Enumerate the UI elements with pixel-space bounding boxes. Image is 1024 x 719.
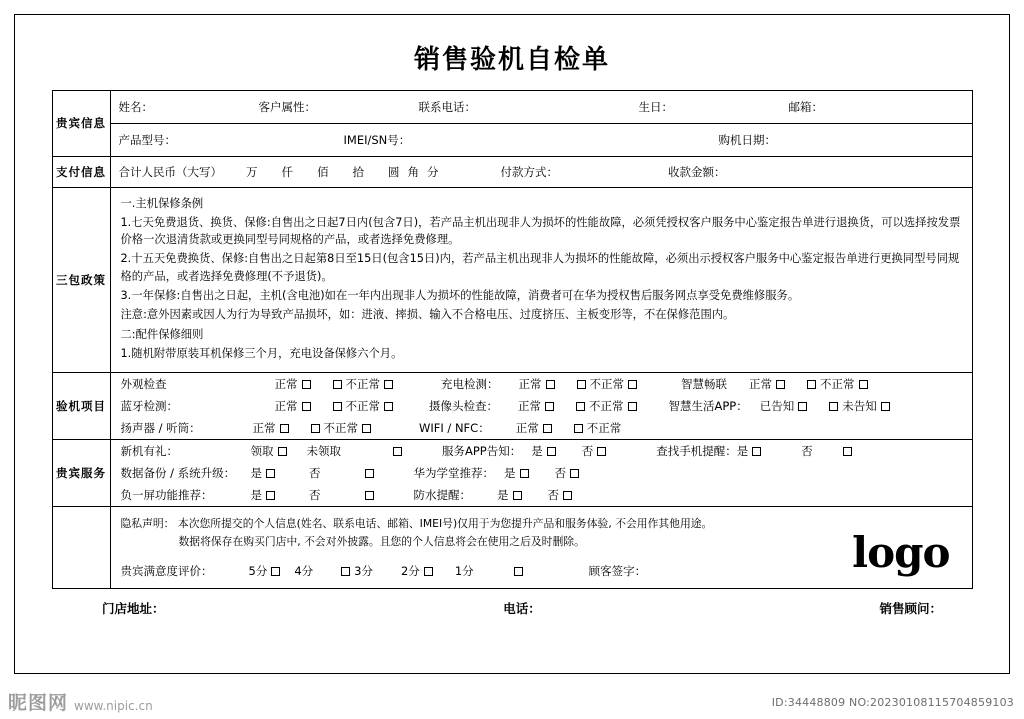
privacy-spacer-cell — [52, 507, 110, 589]
page-title: 销售验机自检单 — [413, 45, 610, 75]
checkbox-rating-1[interactable] — [514, 567, 523, 576]
table-row — [52, 440, 972, 507]
policy-heading-2: 二:配件保修细则 — [120, 328, 204, 342]
service-opt-findphone-no: 否 — [801, 444, 813, 459]
inspection-label-speaker: 扬声器 / 听筒： — [120, 421, 201, 436]
unit-qian: 仟 — [281, 165, 293, 179]
checkbox-charging-normal[interactable] — [546, 380, 555, 389]
service-opt-waterproof-no: 否 — [547, 488, 559, 503]
service-opt-negscreen-no: 否 — [309, 488, 321, 503]
field-label-purchase-date: 购机日期： — [718, 133, 776, 147]
inspection-row-2 — [111, 395, 972, 417]
checkbox-findphone-no[interactable] — [843, 447, 852, 456]
checkbox-camera-extra[interactable] — [628, 402, 637, 411]
privacy-cell — [110, 507, 972, 589]
checkbox-serviceapp-yes[interactable] — [547, 447, 556, 456]
table-row — [52, 91, 972, 124]
amount-in-words-label: 合计人民币（大写） — [118, 165, 222, 179]
table-row — [52, 373, 972, 440]
footer-phone-label: 电话： — [503, 601, 541, 617]
service-label-backup-upgrade: 数据备份 / 系统升级： — [120, 466, 236, 481]
service-label-negative-one-screen: 负一屏功能推荐： — [120, 488, 213, 503]
inspection-opt-smartlink-abnormal: 不正常 — [820, 377, 855, 392]
inspection-opt-wifi-normal: 正常 — [515, 421, 539, 436]
checkbox-charging-extra[interactable] — [628, 380, 637, 389]
table-row — [52, 124, 972, 157]
unit-yuan: 圆 — [388, 165, 400, 179]
vip-service-row-2 — [111, 462, 972, 484]
section-label-inspection: 验机项目 — [52, 373, 110, 440]
checkbox-wifi-abnormal[interactable] — [574, 424, 583, 433]
watermark-brand — [8, 694, 153, 713]
policy-item-1: 1.七天免费退货、换货、保修:自售出之日起7日内(包含7日)，若产品主机出现非人为损坏的性能故障，必须凭授权客户服务中心鉴定报告单进行退换货，可以选择按发票价格一次退清货款或更换同型号同规格的产品，或者选择免费修理。 — [120, 216, 961, 247]
inspection-label-smartlife-app: 智慧生活APP： — [668, 399, 748, 414]
inspection-opt-charging-normal: 正常 — [518, 377, 542, 392]
checkbox-backup-no[interactable] — [365, 469, 374, 478]
service-opt-gift-not-received: 未领取 — [306, 444, 341, 459]
vip-service-row-3 — [111, 484, 972, 506]
rating-opt-2: 2分 — [400, 563, 420, 578]
rating-label: 贵宾满意度评价： — [120, 563, 213, 578]
checkbox-appearance-extra[interactable] — [384, 380, 393, 389]
service-label-huawei-class: 华为学堂推荐： — [413, 466, 494, 481]
checkbox-smartlife-not-informed[interactable] — [829, 402, 838, 411]
vip-info-row2 — [110, 124, 972, 157]
policy-item-2: 2.十五天免费换货、保修:自售出之日起第8日至15日(包含15日)内，若产品主机出现非人为损坏的性能故障，必须出示授权客户服务中心鉴定报告单进行更换同型号同规格的产品，或者选择免费修理(不予退货)。 — [120, 252, 960, 283]
checkbox-class-no[interactable] — [570, 469, 579, 478]
checkbox-speaker-normal[interactable] — [280, 424, 289, 433]
field-label-birthday: 生日： — [638, 100, 673, 114]
inspection-opt-camera-normal: 正常 — [518, 399, 541, 414]
checkbox-backup-yes[interactable] — [266, 469, 275, 478]
checkbox-appearance-normal[interactable] — [302, 380, 311, 389]
form-footer — [52, 589, 972, 617]
inspection-opt-smartlife-not-informed: 未告知 — [842, 399, 877, 414]
checkbox-class-yes[interactable] — [520, 469, 529, 478]
inspection-label-wifi-nfc: WIFI / NFC： — [419, 421, 490, 436]
checkbox-speaker-abnormal[interactable] — [311, 424, 320, 433]
inspection-opt-smartlink-normal: 正常 — [749, 377, 772, 392]
field-label-name: 姓名： — [118, 100, 153, 114]
inspection-opt-appearance-abnormal: 不正常 — [345, 377, 380, 392]
payment-method-label: 付款方式： — [500, 165, 558, 179]
service-opt-waterproof-yes: 是 — [497, 488, 509, 503]
service-label-service-app: 服务APP告知： — [442, 444, 522, 459]
service-label-find-phone: 查找手机提醒： — [656, 444, 737, 459]
checkbox-smartlink-extra[interactable] — [859, 380, 868, 389]
checkbox-smartlink-normal[interactable] — [776, 380, 785, 389]
policy-cell — [110, 188, 972, 373]
table-row — [52, 188, 972, 373]
watermark-id: ID:34448809 NO:20230108115704859103 — [771, 696, 1014, 709]
received-amount-label: 收款金额： — [668, 165, 726, 179]
checkbox-rating-2[interactable] — [424, 567, 433, 576]
section-label-vip-service: 贵宾服务 — [52, 440, 110, 507]
vip-info-row1 — [110, 91, 972, 124]
service-opt-serviceapp-no: 否 — [581, 444, 594, 459]
vip-service-cell — [110, 440, 972, 507]
service-opt-gift-received: 领取 — [250, 444, 274, 459]
inspection-cell — [110, 373, 972, 440]
service-opt-serviceapp-yes: 是 — [531, 444, 543, 459]
inspection-opt-wifi-abnormal: 不正常 — [586, 421, 622, 436]
inspection-label-charging: 充电检测： — [441, 377, 499, 392]
checkbox-bluetooth-normal[interactable] — [302, 402, 311, 411]
rating-opt-3: 3分 — [354, 563, 373, 578]
footer-consultant-label: 销售顾问： — [879, 601, 942, 617]
watermark-logo-text: 昵图网 — [8, 692, 69, 714]
table-row — [52, 507, 972, 589]
field-label-customer-attr: 客户属性： — [258, 100, 316, 114]
field-label-product-model: 产品型号： — [118, 133, 176, 147]
checkbox-rating-4[interactable] — [341, 567, 350, 576]
inspection-opt-bluetooth-normal: 正常 — [274, 399, 298, 414]
service-opt-negscreen-yes: 是 — [250, 488, 262, 503]
unit-jiao: 角 — [407, 165, 419, 179]
checkbox-wifi-normal[interactable] — [543, 424, 552, 433]
checkbox-gift-received[interactable] — [278, 447, 287, 456]
section-label-policy: 三包政策 — [52, 188, 110, 373]
unit-fen: 分 — [427, 165, 439, 179]
service-label-waterproof: 防水提醒： — [413, 488, 471, 503]
inspection-label-appearance: 外观检查 — [120, 377, 167, 392]
rating-opt-5: 5分 — [248, 563, 268, 578]
inspection-label-bluetooth: 蓝牙检测： — [120, 399, 178, 414]
inspection-label-camera: 摄像头检查： — [429, 399, 498, 414]
policy-accessory-item-1: 1.随机附带原装耳机保修三个月，充电设备保修六个月。 — [120, 347, 403, 361]
service-opt-findphone-yes: 是 — [736, 444, 749, 459]
checkbox-appearance-abnormal[interactable] — [333, 380, 342, 389]
privacy-line-1: 隐私声明： 本次您所提交的个人信息(姓名、联系电话、邮箱、IMEI号)仅用于为您提升产品和服务体验, 不会用作其他用途。 — [120, 517, 713, 531]
checkbox-gift-not-received[interactable] — [393, 447, 402, 456]
field-label-imei-sn: IMEI/SN号： — [343, 133, 411, 147]
checkbox-findphone-yes[interactable] — [752, 447, 761, 456]
rating-opt-4: 4分 — [294, 563, 314, 578]
rating-opt-1: 1分 — [454, 563, 474, 578]
inspection-row-3 — [111, 417, 972, 439]
watermark-url: www.nipic.cn — [74, 698, 153, 713]
payment-row — [110, 157, 972, 188]
unit-wan: 万 — [246, 165, 258, 179]
privacy-line-2: 数据将保存在购买门店中, 不会对外披露。且您的个人信息将会在使用之后及时删除。 — [178, 534, 585, 548]
checkbox-negscreen-no[interactable] — [365, 491, 374, 500]
inspection-label-smartlink: 智慧畅联 — [681, 377, 727, 392]
checkbox-smartlife-informed[interactable] — [798, 402, 807, 411]
inspection-opt-speaker-normal: 正常 — [252, 421, 276, 436]
checkbox-bluetooth-extra[interactable] — [384, 402, 393, 411]
checkbox-smartlife-extra[interactable] — [881, 402, 890, 411]
checkbox-bluetooth-abnormal[interactable] — [333, 402, 342, 411]
checkbox-charging-abnormal[interactable] — [577, 380, 586, 389]
checkbox-rating-5[interactable] — [271, 567, 280, 576]
policy-heading-1: 一.主机保修条例 — [120, 197, 204, 210]
section-label-payment: 支付信息 — [52, 157, 110, 188]
section-label-vip-info: 贵宾信息 — [52, 91, 110, 157]
brand-logo: logo — [852, 528, 950, 578]
checkbox-camera-abnormal[interactable] — [576, 402, 585, 411]
checkbox-waterproof-no[interactable] — [563, 491, 572, 500]
field-label-phone: 联系电话： — [418, 100, 476, 114]
unit-bai: 佰 — [317, 165, 329, 179]
service-opt-class-yes: 是 — [504, 466, 516, 481]
inspection-opt-appearance-normal: 正常 — [274, 377, 298, 392]
checkbox-speaker-extra[interactable] — [362, 424, 371, 433]
main-form-table — [52, 90, 973, 589]
inspection-opt-bluetooth-abnormal: 不正常 — [345, 399, 380, 414]
signature-label: 顾客签字： — [588, 563, 647, 578]
vip-service-row-1 — [111, 440, 972, 462]
policy-note: 注意:意外因素或因人为行为导致产品损坏，如：进液、摔损、输入不合格电压、过度挤压、主板变形等，不在保修范围内。 — [120, 307, 735, 321]
service-opt-backup-yes: 是 — [250, 466, 262, 481]
inspection-row-1 — [111, 373, 972, 395]
checkbox-smartlink-abnormal[interactable] — [807, 380, 816, 389]
inspection-opt-speaker-abnormal: 不正常 — [323, 421, 358, 436]
service-label-new-device-gift: 新机有礼： — [120, 444, 178, 459]
checkbox-camera-normal[interactable] — [545, 402, 554, 411]
inspection-opt-camera-abnormal: 不正常 — [589, 399, 624, 414]
checkbox-waterproof-yes[interactable] — [513, 491, 522, 500]
service-opt-class-no: 否 — [554, 466, 566, 481]
inspection-opt-charging-abnormal: 不正常 — [589, 377, 624, 392]
inspection-opt-smartlife-informed: 已告知 — [759, 399, 795, 414]
service-opt-backup-no: 否 — [309, 466, 321, 481]
checkbox-negscreen-yes[interactable] — [266, 491, 275, 500]
field-label-email: 邮箱： — [788, 100, 823, 114]
form-sheet — [14, 14, 1010, 674]
policy-item-3: 3.一年保修:自售出之日起，主机(含电池)如在一年内出现非人为损坏的性能故障，消费者可在华为授权售后服务网点享受免费维修服务。 — [120, 288, 800, 302]
table-row — [52, 157, 972, 188]
footer-address-label: 门店地址： — [102, 601, 165, 617]
unit-shi: 拾 — [352, 165, 364, 179]
checkbox-serviceapp-no[interactable] — [597, 447, 606, 456]
